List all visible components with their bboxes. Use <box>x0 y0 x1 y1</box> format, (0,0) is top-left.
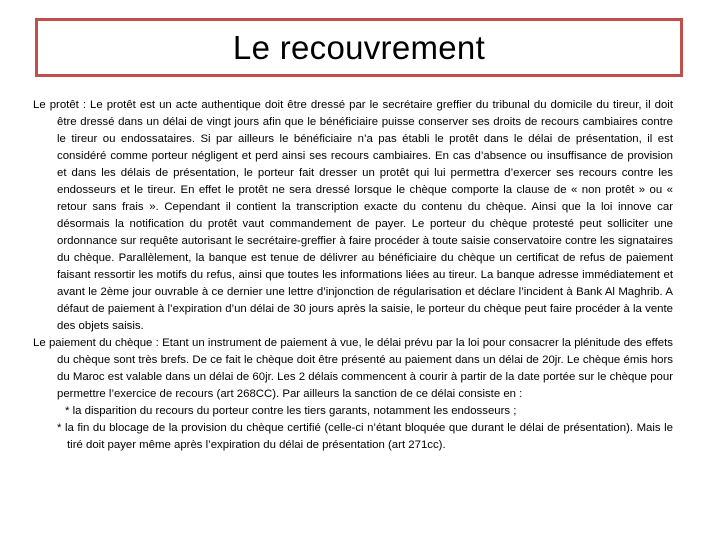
title-frame <box>35 18 683 77</box>
slide-title: Le recouvrement <box>232 28 486 66</box>
bullet-fin-blocage-provision: * la fin du blocage de la provision du chèque certifié (celle-ci n’étant bloquée que durant le délai de présentation). Mais le tiré doit payer même après l’expiration du délai de présentation (art 271cc). <box>57 422 673 451</box>
paragraph-protet: Le protêt : Le protêt est un acte authentique doit être dressé par le secrétaire greffier du tribunal du domicile du tireur, il doit être dressé dans un délai de vingt jours afin que le bénéficiaire puisse conserver ses droits de recours cambiaires contre le tireur ou endossataires. Si par ailleurs le bénéficiaire n’a pas établi le protêt dans le délai de présentation, il est considéré comme porteur négligent et perd ainsi ses recours cambiaires. En cas d’absence ou insuffisance de provision et dans les délais de présentation, le porteur fait dresser un protêt qui lui permettra d’exercer ses recours contre les endosseurs et le tireur. En effet le protêt ne sera dressé lorsque le chèque comporte la clause de « non protêt » ou « retour sans frais ». Cependant il contient la transcription exacte du contenu du chèque. Ainsi que la loi innove car désormais la notification du protêt vaut commandement de payer. Le porteur du chèque protesté peut solliciter une ordonnance sur requête autorisant le secrétaire-greffier à faire procéder à toute saisie conservatoire contre les signataires du chèque. Parallèlement, la banque est tenue de délivrer au bénéficiaire du chèque un certificat de refus de paiement faisant ressortir les motifs du refus, ainsi que toutes les informations liées au tireur. La banque adresse immédiatement et avant le 2ème jour ouvrable à ce dernier une lettre d’injonction de régularisation et déclare l’incident à Bank Al Maghrib. A défaut de paiement à l’expiration d’un délai de 30 jours après la saisie, le porteur du chèque peut faire procéder à la vente des objets saisis. <box>33 99 673 332</box>
bullet-disparition-recours: * la disparition du recours du porteur contre les tiers garants, notamment les endosseurs ; <box>65 405 517 417</box>
slide-body <box>33 97 673 454</box>
paragraph-paiement-cheque: Le paiement du chèque : Etant un instrument de paiement à vue, le délai prévu par la loi pour consacrer la plénitude des effets du chèque sont très brefs. De ce fait le chèque doit être présenté au paiement dans un délai de 20jr. Le chèque émis hors du Maroc est valable dans un délai de 60jr. Les 2 délais commencent à courir à partir de la date portée sur le chèque pour permettre l’exercice de recours (art 268CC). Par ailleurs la sanction de ce délai consiste en : <box>33 337 673 400</box>
